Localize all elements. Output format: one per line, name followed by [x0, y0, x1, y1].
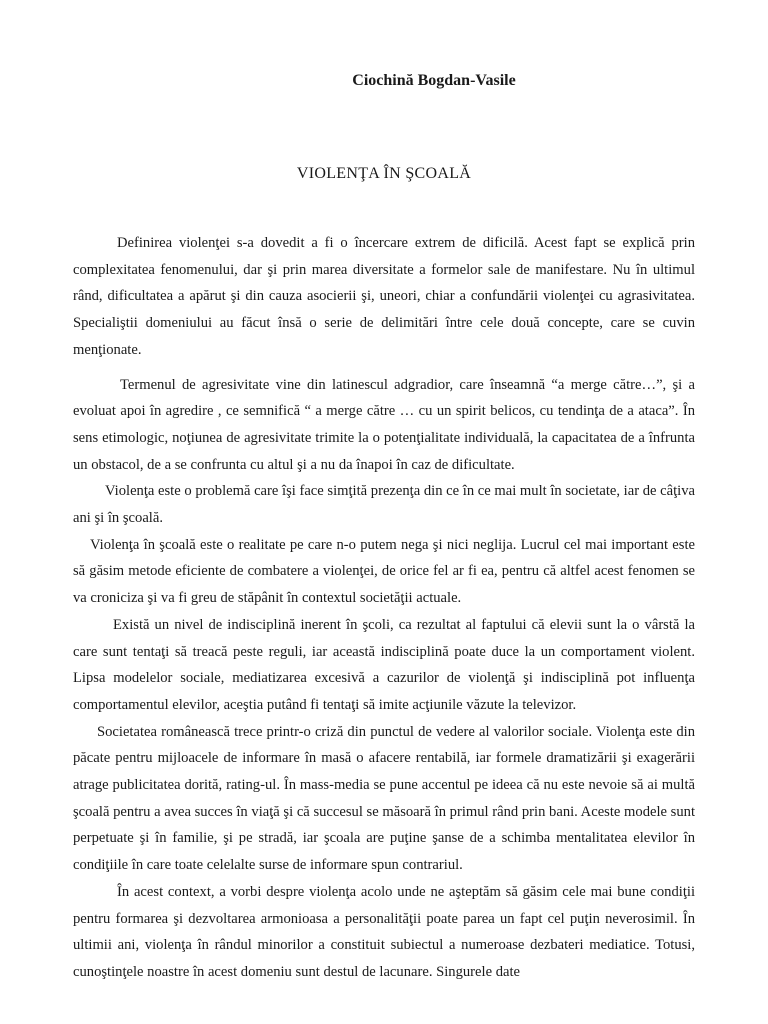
paragraph: Violenţa este o problemă care îşi face simţită prezenţa din ce în ce mai mult în societate, iar de câţiva ani şi în şcoală. [73, 483, 695, 527]
paragraph: Există un nivel de indisciplină inerent în şcoli, ca rezultat al faptului că elevii sunt la o vârstă la care sunt tentaţi să treacă peste reguli, iar această indisciplină poate duce la un comportament violent. Lipsa modelelor sociale, mediatizarea excesivă a cazurilor de violenţă şi indisciplină pot influenţa comportamentul elevilor, aceştia putând fi tentaţi să imite acţiunile văzute la televizor. [73, 616, 695, 713]
author-name: Ciochină Bogdan-Vasile [352, 72, 516, 89]
paragraph: Violenţa în şcoală este o realitate pe care n-o putem nega şi nici neglija. Lucrul cel mai important este să găsim metode eficiente de combatere a violenţei, de orice fel ar fi ea, pentru că altfel acest fenomen se va croniciza şi va fi greu de stăpânit în contextul societăţii actuale. [73, 536, 695, 607]
paragraph: Definirea violenţei s-a dovedit a fi o încercare extrem de dificilă. Acest fapt se explică prin complexitatea fenomenului, dar şi prin marea diversitate a formelor sale de manifestare. Nu în ultimul rând, dificultatea a apărut şi din cauza asocierii şi, uneori, chiar a confundării violenţei cu agrasivitatea. Specialiştii domeniului au făcut însă o serie de delimitări între cele două concepte, care se cuvin menţionate. [73, 235, 695, 358]
paragraph: Societatea românească trece printr-o criză din punctul de vedere al valorilor sociale. Violenţa este din păcate pentru mijloacele de informare în masă o afacere rentabilă, iar formele dramatizării şi exagerării atrage publicitatea dorită, rating-ul. În mass-media se pune accentul pe ideea că nu este nevoie să ai multă şcoală pentru a avea succes în viaţă şi că succesul se măsoară în primul rând prin bani. Aceste modele sunt perpetuate şi în familie, şi pe stradă, iar şcoala are puţine şanse de a schimba mentalitatea elevilor în condiţiile în care toate celelalte surse de informare spun contrariul. [73, 723, 695, 874]
paragraph: Termenul de agresivitate vine din latinescul adgradior, care înseamnă “a merge către…”, şi a evoluat apoi în agredire , ce semnifică “ a merge către … cu un spirit belicos, cu tendinţa de a ataca”. În sens etimologic, noţiunea de agresivitate trimite la o potenţialitate individuală, la capacitatea de a înfrunta un obstacol, de a se confrunta cu altul şi a nu da înapoi în caz de dificultate. [73, 376, 695, 473]
paragraph: În acest context, a vorbi despre violenţa acolo unde ne aşteptăm să găsim cele mai bune condiţii pentru formarea şi dezvoltarea armonioasa a personalităţii poate parea un fapt cel puţin neverosimil. În ultimii ani, violenţa în rândul minorilor a constituit subiectul a numeroase dezbateri mediatice. Totusi, cunoştinţele noastre în acest domeniu sunt destul de lacunare. Singurele date [73, 883, 695, 980]
document-title: VIOLENŢA ÎN ŞCOALĂ [296, 165, 472, 182]
document-body [73, 230, 695, 986]
